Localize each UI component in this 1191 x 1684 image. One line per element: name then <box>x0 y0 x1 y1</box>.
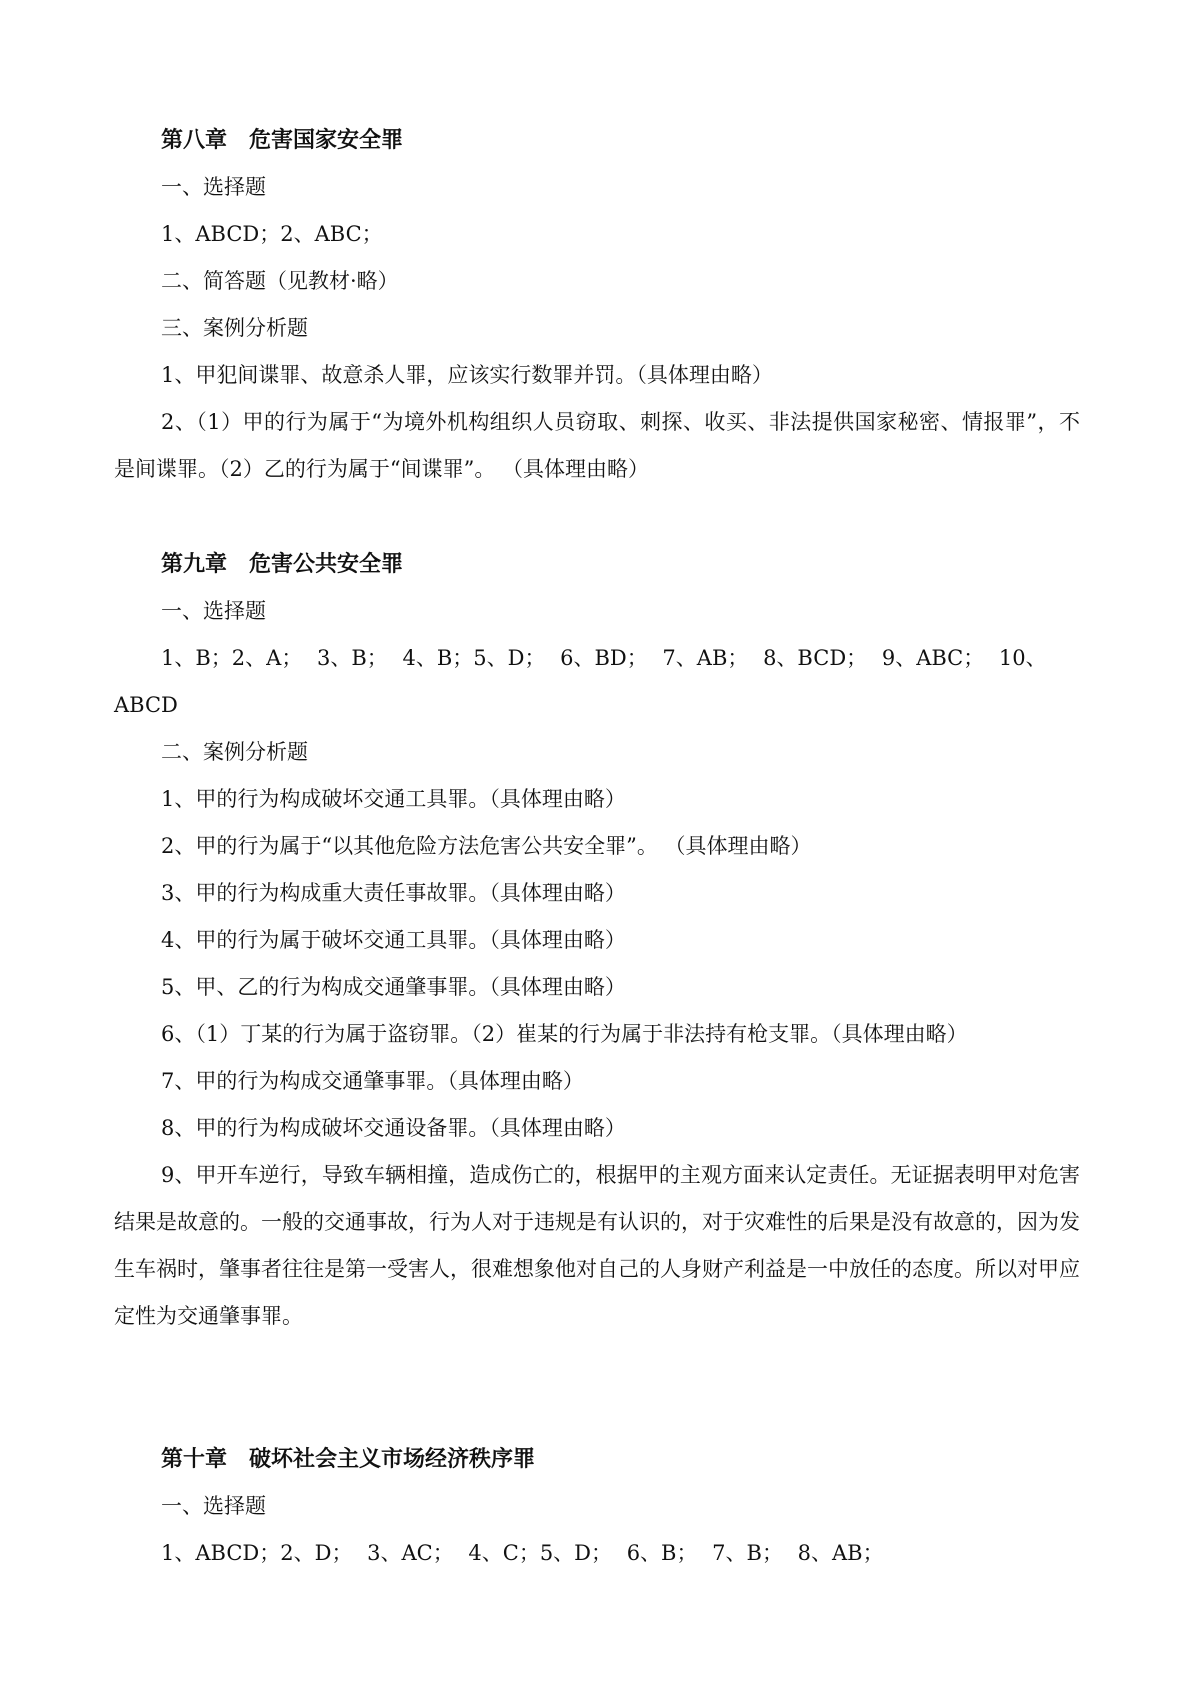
chapter-10-title: 破坏社会主义市场经济秩序罪 <box>249 1446 536 1472</box>
chapter-9-case-5: 5、甲、乙的行为构成交通肇事罪。（具体理由略） <box>161 975 626 999</box>
chapter-8-mc-title: 一、选择题 <box>161 175 266 199</box>
chapter-9-heading <box>114 541 1080 588</box>
chapter-9-case-6: 6、（1）丁某的行为属于盗窃罪。（2）崔某的行为属于非法持有枪支罪。（具体理由略） <box>161 1022 968 1046</box>
chapter-9-case-4: 4、甲的行为属于破坏交通工具罪。（具体理由略） <box>161 928 626 952</box>
chapter-8-heading <box>114 117 1080 164</box>
chapter-9-case-9: 9、甲开车逆行，导致车辆相撞，造成伤亡的，根据甲的主观方面来认定责任。无证据表明甲对危害结果是故意的。一般的交通事故，行为人对于违规是有认识的，对于灾难性的后果是没有故意的，因为发生车祸时，肇事者往往是第一受害人，很难想象他对自己的人身财产利益是一中放任的态度。所以对甲应定性为交通肇事罪。 <box>114 1163 1080 1328</box>
chapter-8-case-title: 三、案例分析题 <box>161 316 308 340</box>
chapter-8-case-1: 1、甲犯间谍罪、故意杀人罪，应该实行数罪并罚。（具体理由略） <box>161 363 773 387</box>
chapter-10-number: 第十章 <box>161 1446 228 1472</box>
chapter-8-mc-answers: 1、ABCD；2、ABC； <box>161 222 383 246</box>
chapter-9-title: 危害公共安全罪 <box>249 551 404 577</box>
chapter-8-case-2: 2、（1）甲的行为属于“为境外机构组织人员窃取、刺探、收买、非法提供国家秘密、情报罪”，不是间谍罪。（2）乙的行为属于“间谍罪”。 （具体理由略） <box>114 410 1080 481</box>
chapter-9-mc-title: 一、选择题 <box>161 599 266 623</box>
chapter-8-short-answer-title: 二、简答题（见教材·略） <box>161 269 399 293</box>
chapter-9-case-3: 3、甲的行为构成重大责任事故罪。（具体理由略） <box>161 881 626 905</box>
chapter-9-case-8: 8、甲的行为构成破坏交通设备罪。（具体理由略） <box>161 1116 626 1140</box>
chapter-9-mc-answers-line-2: ABCD <box>114 693 178 717</box>
chapter-9-case-1: 1、甲的行为构成破坏交通工具罪。（具体理由略） <box>161 787 626 811</box>
chapter-10-heading <box>114 1436 1080 1483</box>
chapter-8-number: 第八章 <box>161 127 228 153</box>
chapter-9-case-title: 二、案例分析题 <box>161 740 308 764</box>
chapter-9-case-2: 2、甲的行为属于“以其他危险方法危害公共安全罪”。 （具体理由略） <box>161 834 812 858</box>
chapter-9-section <box>114 541 1080 1340</box>
chapter-8-section <box>114 117 1080 493</box>
chapter-9-case-7: 7、甲的行为构成交通肇事罪。（具体理由略） <box>161 1069 584 1093</box>
chapter-10-mc-title: 一、选择题 <box>161 1494 266 1518</box>
chapter-10-section <box>114 1436 1080 1577</box>
chapter-9-mc-answers-line-1: 1、B；2、A； 3、B； 4、B；5、D； 6、BD； 7、AB； 8、BCD； 9、ABC； 10、 <box>161 646 1047 670</box>
chapter-8-title: 危害国家安全罪 <box>249 127 404 153</box>
chapter-9-number: 第九章 <box>161 551 228 577</box>
chapter-10-mc-answers: 1、ABCD；2、D； 3、AC； 4、C；5、D； 6、B； 7、B； 8、AB； <box>161 1541 884 1565</box>
